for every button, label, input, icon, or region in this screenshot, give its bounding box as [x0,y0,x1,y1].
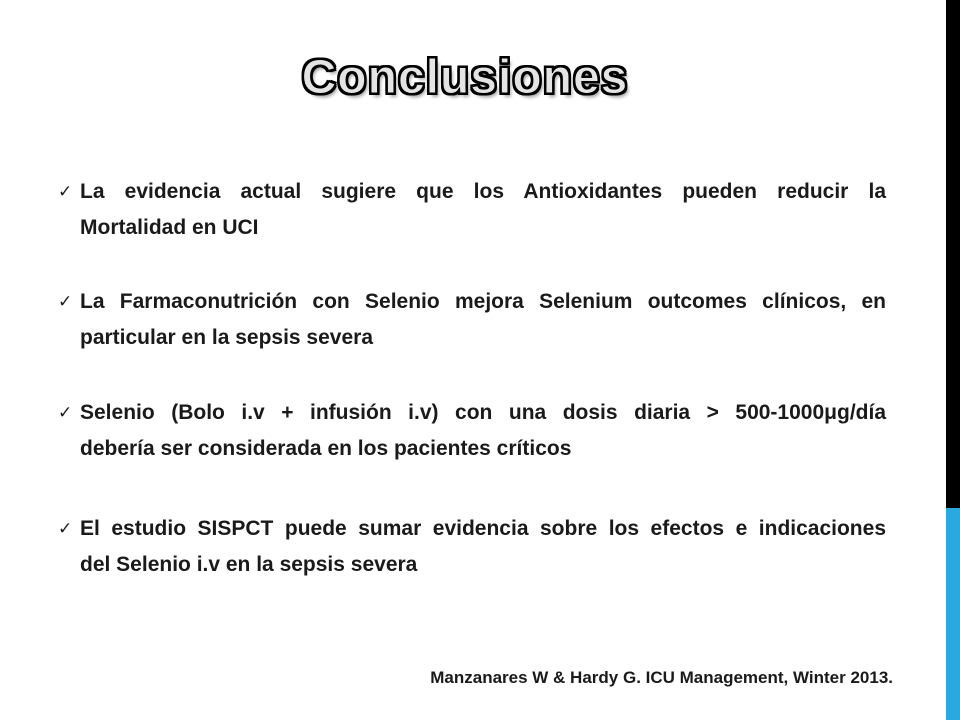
slide-title: Conclusiones [301,51,629,104]
bullet-item [58,284,886,356]
bullet-line: Mortalidad en UCI [80,216,259,239]
bullet-item [58,511,886,583]
bullet-line: La evidencia actual sugiere que los Antioxidantes pueden reducir la [80,180,886,203]
bullet-text [80,511,886,583]
bullet-line: del Selenio i.v en la sepsis severa [80,553,418,576]
bullet-text [80,284,886,356]
citation: Manzanares W & Hardy G. ICU Management, Winter 2013. [430,668,893,687]
checkmark-icon [58,284,78,320]
bullet-item [58,174,886,246]
bullet-text [80,174,886,246]
bullet-line: El estudio SISPCT puede sumar evidencia sobre los efectos e indicaciones [80,517,886,540]
bullet-item [58,395,886,467]
side-accent-bar-bottom [946,508,960,720]
bullet-line: particular en la sepsis severa [80,326,374,349]
bullet-line: debería ser considerada en los pacientes críticos [80,437,572,460]
side-accent-bar-top [946,0,960,508]
checkmark-icon [58,511,78,547]
checkmark-icon [58,174,78,210]
bullet-text [80,395,886,467]
bullet-line: La Farmaconutrición con Selenio mejora Selenium outcomes clínicos, en [80,290,886,313]
checkmark-icon [58,395,78,431]
bullet-line: Selenio (Bolo i.v + infusión i.v) con una dosis diaria > 500-1000μg/día [80,401,886,424]
